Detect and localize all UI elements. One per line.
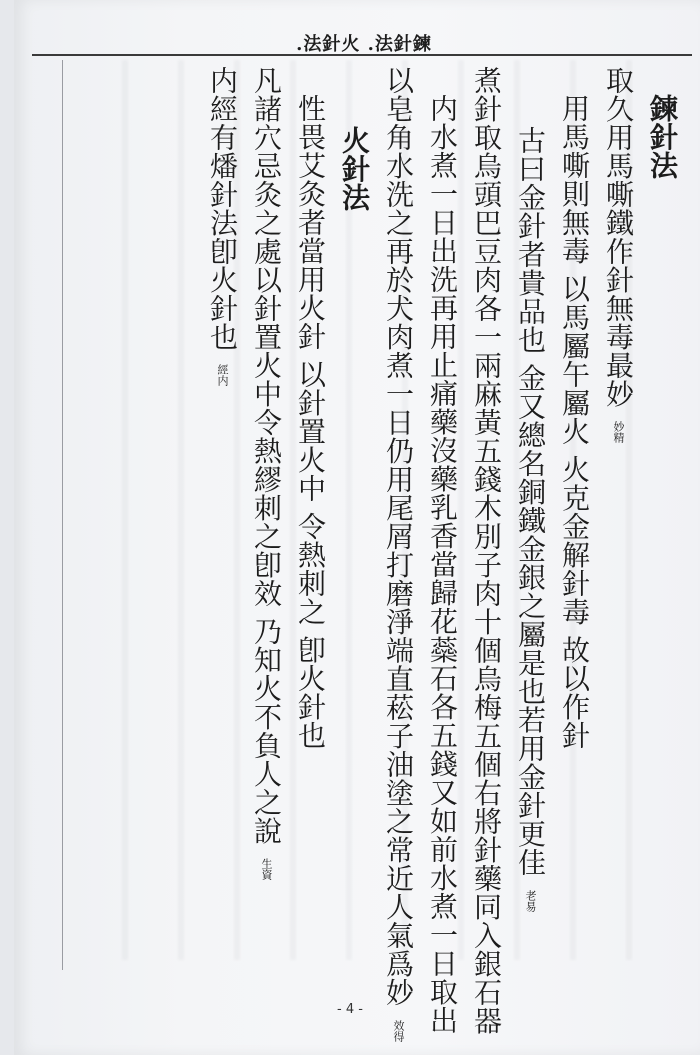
source-note: 經内 <box>216 364 229 387</box>
text-column <box>596 66 640 966</box>
column-text: 性畏艾灸者當用火針 以針置火中 令熱刺之 卽火針也 <box>294 94 327 750</box>
text-column <box>508 66 552 966</box>
text-column <box>420 66 464 1035</box>
text-column <box>376 66 420 1042</box>
text-column <box>244 66 288 966</box>
text-column <box>200 66 244 966</box>
column-text: 凡諸穴忌灸之處以針置火中令熱繆刺之卽效 乃知火不負人之說 <box>250 66 283 845</box>
page-number: - 4 - <box>337 1002 363 1017</box>
source-note: 效得 <box>392 1019 405 1042</box>
column-text: 古曰金針者貴品也 金又總名銅鐵金銀之屬是也若用金針更佳 <box>514 126 547 877</box>
column-text: 取久用馬嘶鐵作針無毒最妙 <box>602 66 635 408</box>
vertical-text-body <box>84 66 684 1042</box>
left-margin-line <box>62 60 63 970</box>
column-text: 用馬嘶則無毒 以馬屬午屬火 火克金解針毒 故以作針 <box>558 94 591 750</box>
column-text: 以皂角水洗之再於犬肉煮一日仍用尾屑打磨淨端直菘子油塗之常近人氣爲妙 <box>382 66 415 1007</box>
section-title-lianzhen: 鍊針法 <box>646 94 679 180</box>
section-title-huozhen: 火針法 <box>338 126 371 212</box>
column-text: 内水煮一日出洗再用止痛藥沒藥乳香當歸花蘂石各五錢又如前水煮一日取出 <box>426 94 459 1035</box>
header-rule <box>32 54 692 56</box>
source-note: 妙精 <box>612 421 625 444</box>
text-column <box>464 66 508 1035</box>
book-page <box>14 0 700 1055</box>
text-column <box>552 66 596 966</box>
column-text: 内經有燔針法卽火針也 <box>206 66 239 351</box>
source-note: 生資 <box>260 858 273 881</box>
source-note: 老易 <box>524 889 537 912</box>
text-column <box>288 66 332 966</box>
column-text: 煮針取烏頭巴豆肉各一兩麻黃五錢木別子肉十個烏梅五個右將針藥同入銀石器 <box>470 66 503 1035</box>
running-header: .法針火 .法針鍊 <box>296 34 432 55</box>
